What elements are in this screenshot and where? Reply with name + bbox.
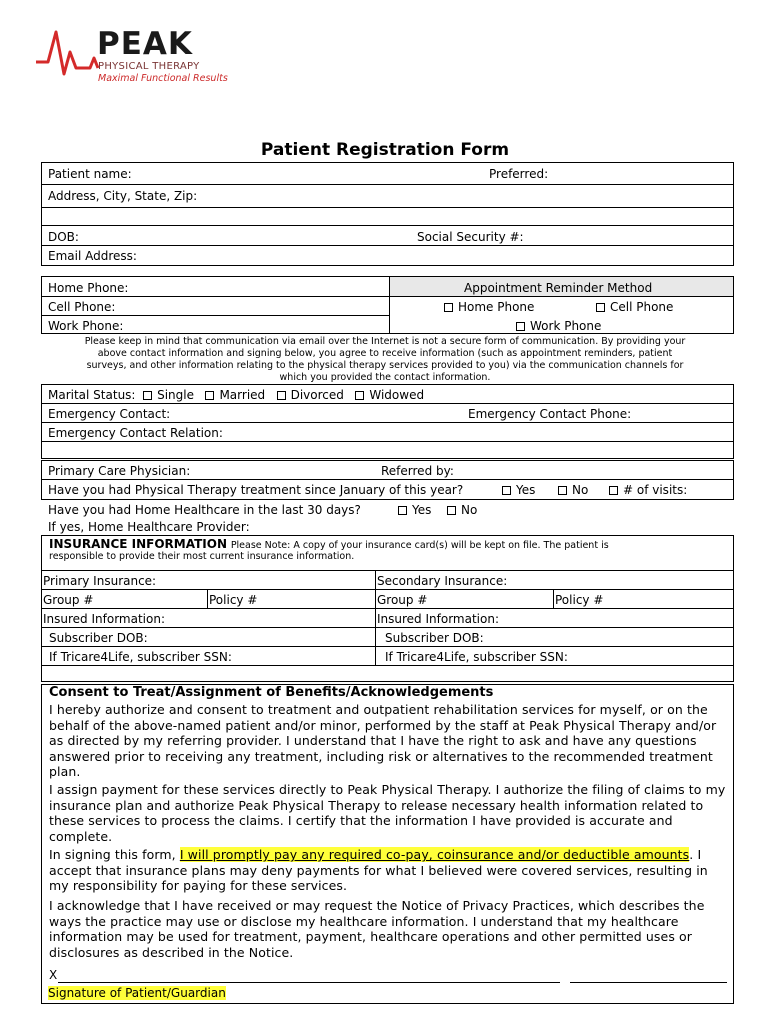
dob-field[interactable]: DOB: (48, 230, 79, 244)
primary-insured-field[interactable]: Insured Information: (43, 612, 165, 626)
reminder-work-option[interactable]: Work Phone (516, 319, 601, 333)
checkbox-icon[interactable] (143, 391, 152, 400)
email-field[interactable]: Email Address: (48, 249, 137, 263)
hh-no-option[interactable]: No (447, 503, 477, 517)
checkbox-icon[interactable] (516, 322, 525, 331)
checkbox-icon[interactable] (355, 391, 364, 400)
checkbox-icon[interactable] (447, 506, 456, 515)
secondary-policy-field[interactable]: Policy # (555, 593, 604, 607)
hh-provider-field[interactable]: If yes, Home Healthcare Provider: (48, 520, 250, 534)
home-phone-field[interactable]: Home Phone: (48, 281, 129, 295)
hh-yes-option[interactable]: Yes (398, 503, 431, 517)
form-title: Patient Registration Form (260, 140, 510, 160)
checkbox-icon[interactable] (609, 486, 618, 495)
emergency-phone-field[interactable]: Emergency Contact Phone: (468, 407, 632, 421)
pt-no-option[interactable]: No (558, 483, 588, 497)
home-healthcare-question: Have you had Home Healthcare in the last 30 days? (48, 503, 361, 517)
secondary-tricare-field[interactable]: If Tricare4Life, subscriber SSN: (385, 650, 568, 664)
primary-insurance-field[interactable]: Primary Insurance: (43, 574, 157, 588)
secondary-insurance-field[interactable]: Secondary Insurance: (377, 574, 508, 588)
insurance-header: INSURANCE INFORMATION Please Note: A copy of your insurance card(s) will be kept on file. The patient is (49, 537, 609, 551)
checkbox-icon[interactable] (444, 303, 453, 312)
preferred-name-field[interactable]: Preferred: (489, 167, 549, 181)
email-notice-line: Please keep in mind that communication via email over the Internet is not a secure form of communication. By providing your (84, 336, 686, 347)
secondary-insured-field[interactable]: Insured Information: (377, 612, 499, 626)
checkbox-icon[interactable] (596, 303, 605, 312)
pt-treatment-question: Have you had Physical Therapy treatment since January of this year? (48, 483, 464, 497)
brand-subtitle: PHYSICAL THERAPY (98, 61, 200, 72)
ssn-field[interactable]: Social Security #: (417, 230, 524, 244)
cell-phone-field[interactable]: Cell Phone: (48, 300, 116, 314)
checkbox-icon[interactable] (398, 506, 407, 515)
work-phone-field[interactable]: Work Phone: (48, 319, 124, 333)
date-line[interactable] (570, 982, 727, 983)
pt-yes-option[interactable]: Yes (502, 483, 535, 497)
consent-heading: Consent to Treat/Assignment of Benefits/Acknowledgements (49, 685, 494, 700)
secondary-subscriber-dob-field[interactable]: Subscriber DOB: (385, 631, 484, 645)
secondary-group-field[interactable]: Group # (377, 593, 428, 607)
referred-by-field[interactable]: Referred by: (381, 464, 454, 478)
email-notice-line: above contact information and signing below, you agree to receive information (such as appointment reminders, patient (97, 348, 673, 359)
reminder-method-title: Appointment Reminder Method (464, 281, 653, 295)
primary-group-field[interactable]: Group # (43, 593, 94, 607)
email-notice-line: which you provided the contact information. (279, 372, 491, 383)
patient-info-box (41, 162, 734, 266)
address-field[interactable]: Address, City, State, Zip: (48, 189, 198, 203)
emergency-relation-field[interactable]: Emergency Contact Relation: (48, 426, 223, 440)
email-notice-line: surveys, and other information relating to the physical therapy services provided to you) via the communication channels for (86, 360, 684, 371)
emergency-contact-field[interactable]: Emergency Contact: (48, 407, 171, 421)
primary-policy-field[interactable]: Policy # (209, 593, 258, 607)
primary-subscriber-dob-field[interactable]: Subscriber DOB: (49, 631, 148, 645)
visits-option[interactable]: # of visits: (609, 483, 687, 497)
checkbox-icon[interactable] (277, 391, 286, 400)
marital-status-row: Marital Status: Single Married Divorced Widowed (48, 388, 425, 402)
reminder-home-option[interactable]: Home Phone (444, 300, 534, 314)
checkbox-icon[interactable] (502, 486, 511, 495)
checkbox-icon[interactable] (205, 391, 214, 400)
payment-highlight: I will promptly pay any required co-pay, coinsurance and/or deductible amounts (179, 847, 690, 862)
consent-paragraph-4: I acknowledge that I have received or may request the Notice of Privacy Practices, which describes the ways the practice may use or disclose my healthcare information. I understand that my healthcare information may be used for treatment, payment, healthcare operations and other permitted uses or disclosures as described in the Notice. (49, 898, 705, 960)
reminder-cell-option[interactable]: Cell Phone (596, 300, 673, 314)
signature-label: Signature of Patient/Guardian (48, 986, 226, 1000)
signature-x: X (49, 968, 58, 982)
consent-paragraph-3: In signing this form, I will promptly pay any required co-pay, coinsurance and/or deductible amounts. I accept that insurance plans may deny payments for what I believed were covered services, resulting in my responsibility for paying for these services. (49, 847, 708, 893)
consent-paragraph-2: I assign payment for these services directly to Peak Physical Therapy. I authorize the filing of claims to my insurance plan and authorize Peak Physical Therapy to release necessary health information related to these services to process the claims. I certify that the information I have provided is accurate and complete. (49, 782, 726, 844)
signature-line[interactable] (58, 982, 560, 983)
checkbox-icon[interactable] (558, 486, 567, 495)
brand-name: PEAK (97, 26, 193, 62)
pcp-field[interactable]: Primary Care Physician: (48, 464, 191, 478)
brand-tagline: Maximal Functional Results (98, 73, 228, 84)
primary-tricare-field[interactable]: If Tricare4Life, subscriber SSN: (49, 650, 232, 664)
insurance-note-line2: responsible to provide their most current insurance information. (49, 551, 355, 562)
consent-paragraph-1: I hereby authorize and consent to treatment and outpatient rehabilitation services for myself, or on the behalf of the above-named patient and/or minor, performed by the staff at Peak Physical Therapy and/or as directed by my referring provider. I understand that I have the right to ask and have any questions answered prior to receiving any treatment, including risk or alternatives to the recommended treatment plan. (49, 702, 717, 779)
patient-name-field[interactable]: Patient name: (48, 167, 132, 181)
